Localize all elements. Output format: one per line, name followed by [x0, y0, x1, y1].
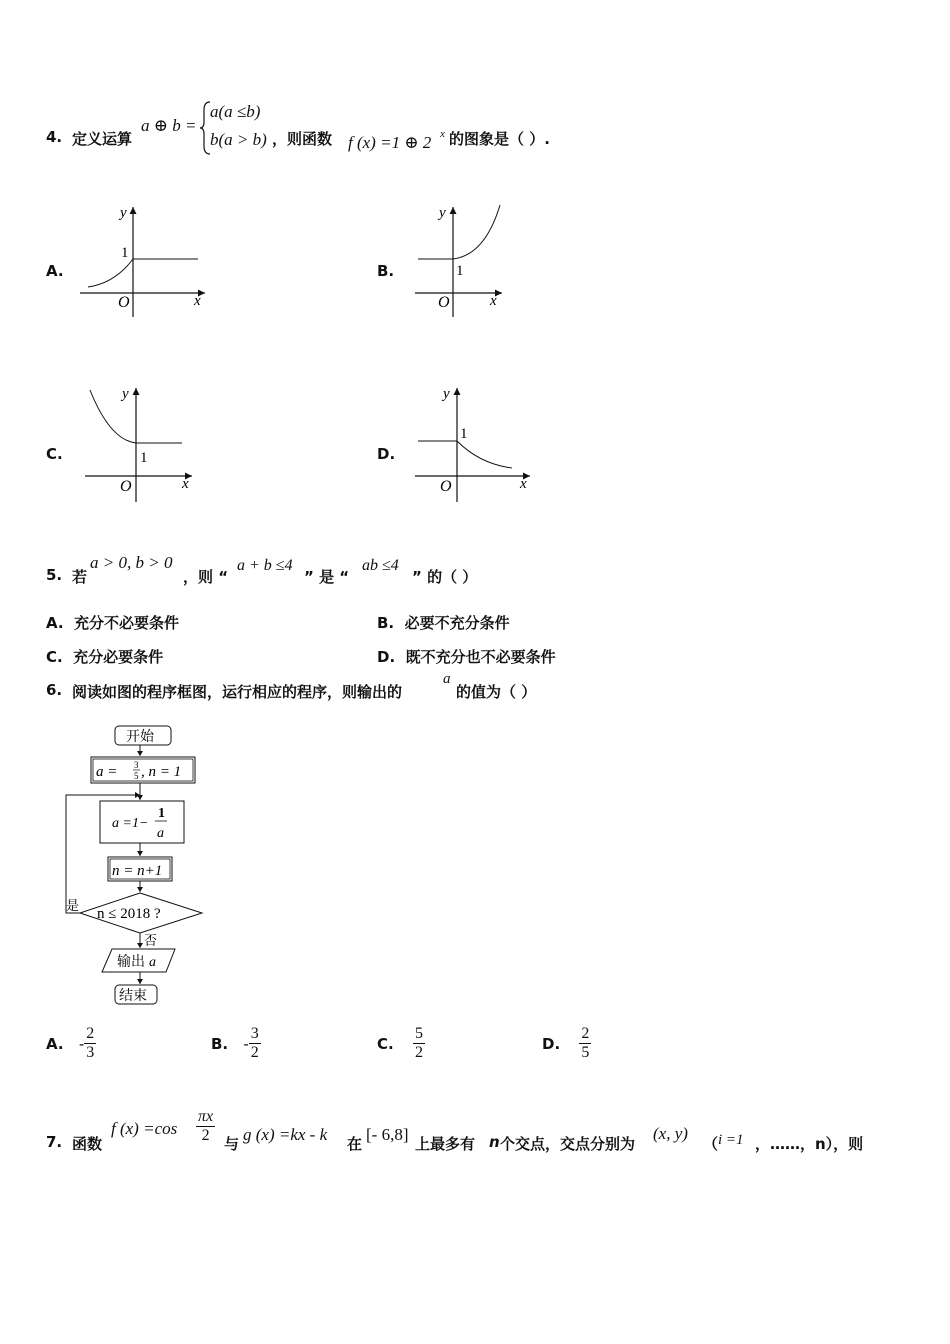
q4-case1: a(a ≤b) [210, 102, 261, 121]
q4-graph-b[interactable] [410, 195, 550, 320]
origin-label: O [118, 294, 130, 311]
q5-ruo: 若 [72, 568, 88, 586]
q4-option-d-letter: D. [377, 445, 396, 463]
q6-flowchart [60, 720, 220, 1010]
q7-idx: i =1 [718, 1132, 744, 1148]
q7-paren: （ [703, 1135, 719, 1153]
flow-init-n: , n = 1 [141, 764, 182, 780]
flow-init-num: 3 [134, 760, 139, 770]
q6-text2: 的值为（ ） [456, 683, 537, 701]
q6-option-a[interactable]: A. - $\frac{2}{3}$ [46, 1025, 95, 1061]
curve [453, 205, 500, 259]
flow-incr: n = n+1 [112, 863, 163, 879]
q5-p: a + b ≤4 [237, 557, 293, 574]
q7-n: n [489, 1133, 500, 1151]
q7-f-frac [196, 1108, 215, 1145]
flow-end: 结束 [119, 989, 147, 1004]
q5-option-d[interactable]: D. 既不充分也不必要条件 [377, 648, 556, 666]
q7-f-den: 2 [201, 1127, 210, 1144]
q6-var: a [443, 671, 451, 687]
one-label: 1 [460, 426, 468, 442]
flow-yes: 是 [66, 898, 80, 913]
q6-option-b[interactable]: B. - $\frac{3}{2}$ [211, 1025, 259, 1061]
flow-output-label: 输出 [117, 955, 145, 970]
origin-label: O [440, 478, 452, 495]
q4-number: 4. [46, 128, 63, 146]
q5-shi: ” 是 “ [304, 568, 350, 586]
q7-yu: 与 [224, 1135, 240, 1153]
q4-op-lhs: a ⊕ b = [141, 116, 197, 135]
q7-f-num: πx [198, 1108, 214, 1125]
q6-option-c[interactable]: C. $\frac{5}{2}$ [377, 1025, 423, 1061]
x-label: x [182, 476, 189, 492]
q4-case2: b(a > b) [210, 130, 267, 149]
q4-func: f (x) =1 ⊕ 2 [348, 133, 432, 152]
y-label: y [120, 205, 127, 221]
flow-start: 开始 [126, 730, 154, 745]
q5-tail: ” 的（ ） [412, 568, 478, 586]
q7-g: g (x) =kx - k [243, 1125, 328, 1144]
flow-step-lhs: a =1− [112, 816, 149, 831]
q4-option-c-letter: C. [46, 445, 63, 463]
q4-graph-c[interactable] [80, 380, 220, 505]
q7-tail: ，……，n），则 [755, 1135, 864, 1153]
q4-label-tail: 的图象是（ ）. [449, 130, 550, 148]
x-label: x [520, 476, 527, 492]
one-label: 1 [121, 245, 129, 261]
q4-func-sup: x [440, 128, 445, 140]
q4-option-b-letter: B. [377, 262, 395, 280]
y-label: y [443, 386, 450, 402]
q7-zai: 在 [347, 1135, 363, 1153]
q7-mid2: 个交点，交点分别为 [500, 1135, 636, 1153]
q7-mid: 上最多有 [415, 1135, 476, 1153]
q4-label-define: 定义运算 [72, 130, 133, 148]
q7-f-lhs: f (x) =cos [111, 1119, 178, 1138]
origin-label: O [438, 294, 450, 311]
flow-output-var: a [149, 955, 156, 970]
flow-init-den: 5 [134, 771, 139, 781]
flow-no: 否 [144, 933, 158, 948]
q7-point: (x, y) [653, 1124, 688, 1143]
q5-option-a[interactable]: A. 充分不必要条件 [46, 614, 180, 632]
q5-number: 5. [46, 566, 63, 584]
q5-ze: ，则 “ [183, 568, 229, 586]
x-label: x [490, 293, 497, 309]
flow-step-den: a [157, 826, 164, 841]
q6-option-d[interactable]: D. $\frac{2}{5}$ [542, 1025, 590, 1061]
flow-cond: n ≤ 2018 ? [97, 906, 161, 922]
flow-init-a: a = [96, 764, 118, 780]
q7-interval: [- 6,8] [366, 1125, 409, 1144]
curve [457, 441, 512, 468]
flow-step-num: 1 [158, 806, 165, 821]
one-label: 1 [140, 450, 148, 466]
q4-label-then: ，则函数 [272, 130, 333, 148]
y-label: y [122, 386, 129, 402]
q6-text1: 阅读如图的程序框图，运行相应的程序，则输出的 [72, 683, 403, 701]
q6-number: 6. [46, 681, 63, 699]
q7-number: 7. [46, 1133, 63, 1151]
origin-label: O [120, 478, 132, 495]
q5-cond: a > 0, b > 0 [90, 553, 173, 572]
curve [88, 259, 133, 287]
q5-option-c[interactable]: C. 充分必要条件 [46, 648, 164, 666]
y-label: y [439, 205, 446, 221]
q4-graph-d[interactable] [410, 380, 550, 505]
q7-hanshu: 函数 [72, 1135, 103, 1153]
q4-option-a-letter: A. [46, 262, 64, 280]
q4-graph-a[interactable] [80, 195, 220, 320]
q5-option-b[interactable]: B. 必要不充分条件 [377, 614, 510, 632]
one-label: 1 [456, 263, 464, 279]
curve [90, 390, 136, 443]
x-label: x [194, 293, 201, 309]
q5-q: ab ≤4 [362, 557, 399, 574]
